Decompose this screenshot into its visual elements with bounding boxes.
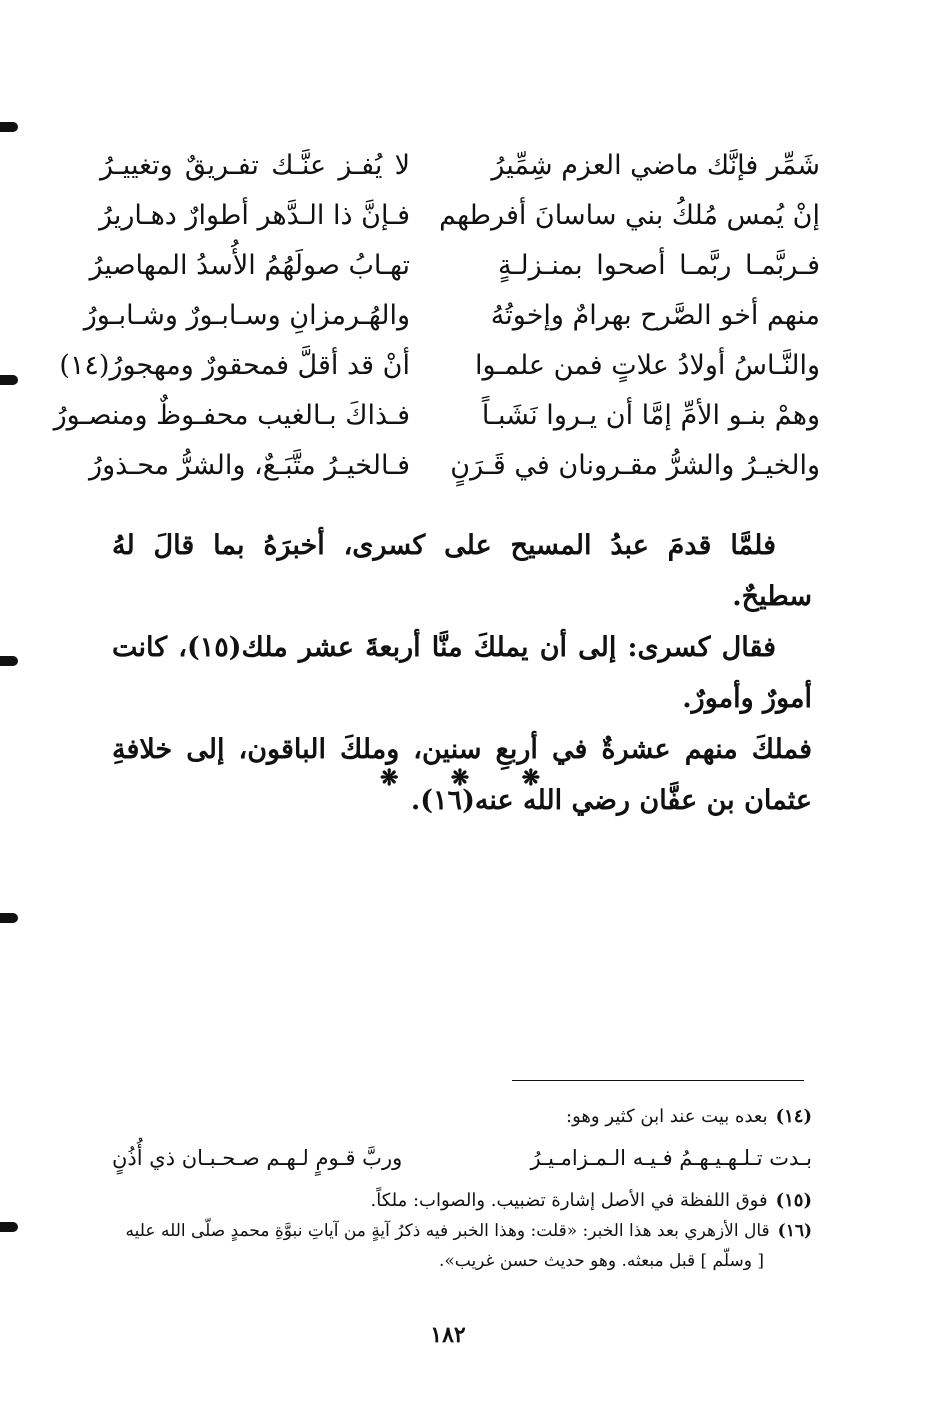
star-ornament: ❋ xyxy=(521,765,540,791)
star-ornament: ❋ xyxy=(380,765,399,791)
footnote-16-continuation: [ وسلّم ] قبل مبعثه. وهو حديث حسن غريب». xyxy=(438,1251,764,1271)
paragraph: فقال كسرى: إلى أن يملكَ منَّا أربعةَ عشر ملك(١٥)، كانت أمورٌ وأمورٌ. xyxy=(112,632,812,714)
verse-first-hemistich: والنَّـاسُ أولادُ علاتٍ فمن علمـوا xyxy=(474,349,820,381)
footnote-divider xyxy=(512,1080,804,1081)
footnote-verse-second-hemistich: بـدت تـلـهـيـهـمُ فـيـه الـمـزامـيـرُ xyxy=(530,1146,812,1170)
page-number: ١٨٢ xyxy=(430,1322,466,1348)
verse-second-hemistich: تهـابُ صولَهُمُ الأُسدُ المهاصيرُ xyxy=(89,249,410,281)
verse-line xyxy=(100,190,820,240)
verse-first-hemistich: إنْ يُمس مُلكُ بني ساسانَ أفرطهم xyxy=(439,199,820,231)
verse-second-hemistich: فـإنَّ ذا الـدَّهر أطوارٌ دهـاريرُ xyxy=(98,199,410,231)
paragraph: فملكَ منهم عشرةٌ في أربعِ سنين، وملكَ الباقون، إلى خلافةِ عثمان بن عفَّان رضي الله عنه(١٦). xyxy=(112,734,812,816)
verse-first-hemistich: شَمِّر فإنَّك ماضي العزم شِمِّيرُ xyxy=(491,149,820,181)
verse-second-hemistich: لا يُفـز عنَّـك تفـريقٌ وتغييـرُ xyxy=(100,149,410,181)
scan-edge-mark xyxy=(0,122,18,132)
verse-line xyxy=(100,140,820,190)
poem xyxy=(53,140,820,490)
verse-first-hemistich: والخيـرُ والشرُّ مقـرونان في قَـرَنٍ xyxy=(450,449,820,481)
scan-edge-mark xyxy=(0,913,18,923)
scan-edge-mark xyxy=(0,656,18,666)
footnote-number: (١٥) xyxy=(775,1190,812,1211)
footnote-text: فوق اللفظة في الأصل إشارة تضبيب. والصواب: ملكاً. xyxy=(370,1190,768,1211)
verse-first-hemistich: منهم أخو الصَّرح بهرامٌ وإخوتُهُ xyxy=(490,299,820,331)
scan-edge-mark xyxy=(0,375,18,385)
verse-second-hemistich: والهُـرمزانِ وسـابـورٌ وشـابـورُ xyxy=(83,299,410,331)
footnote-verse xyxy=(112,1146,812,1170)
footnote-15 xyxy=(112,1186,812,1216)
footnote-verse-first-hemistich: وربَّ قـومٍ لـهـم صـحـبـان ذي أُذُنٍ xyxy=(112,1146,403,1170)
section-separator xyxy=(380,765,540,791)
verse-line xyxy=(89,240,820,290)
footnote-text: بعده بيت عند ابن كثير وهو: xyxy=(566,1106,768,1127)
footnotes xyxy=(112,1102,812,1276)
verse-line xyxy=(53,390,820,440)
verse-line xyxy=(83,290,820,340)
star-ornament: ❋ xyxy=(450,765,470,791)
paragraph: فلمَّا قدمَ عبدُ المسيح على كسرى، أخبرَهُ بما قالَ لهُ سطيحٌ. xyxy=(112,530,812,612)
footnote-14 xyxy=(112,1102,812,1132)
scan-edge-mark xyxy=(0,1222,18,1232)
verse-line xyxy=(89,440,820,490)
verse-second-hemistich: أنْ قد أقلَّ فمحقورٌ ومهجورُ(١٤) xyxy=(59,349,410,381)
verse-second-hemistich: فـذاكَ بـالغيب محفـوظٌ ومنصـورُ xyxy=(53,399,410,431)
footnote-16 xyxy=(112,1216,812,1246)
verse-first-hemistich: فـربَّمـا ربَّمـا أصحوا بمنـزلـةٍ xyxy=(498,249,820,281)
footnote-number: (١٦) xyxy=(777,1221,812,1241)
verse-line xyxy=(59,340,820,390)
verse-first-hemistich: وهمْ بنـو الأمِّ إمَّا أن يـروا نَشَبـاً xyxy=(481,399,820,431)
footnote-number: (١٤) xyxy=(775,1106,812,1127)
verse-second-hemistich: فـالخيـرُ متَّبَـعٌ، والشرُّ محـذورُ xyxy=(89,449,410,481)
footnote-text: قال الأزهري بعد هذا الخبر: «قلت: وهذا الخبر فيه ذكرُ آيةٍ من آياتِ نبوَّةِ محمدٍ صلّى الله عليه xyxy=(125,1221,770,1241)
